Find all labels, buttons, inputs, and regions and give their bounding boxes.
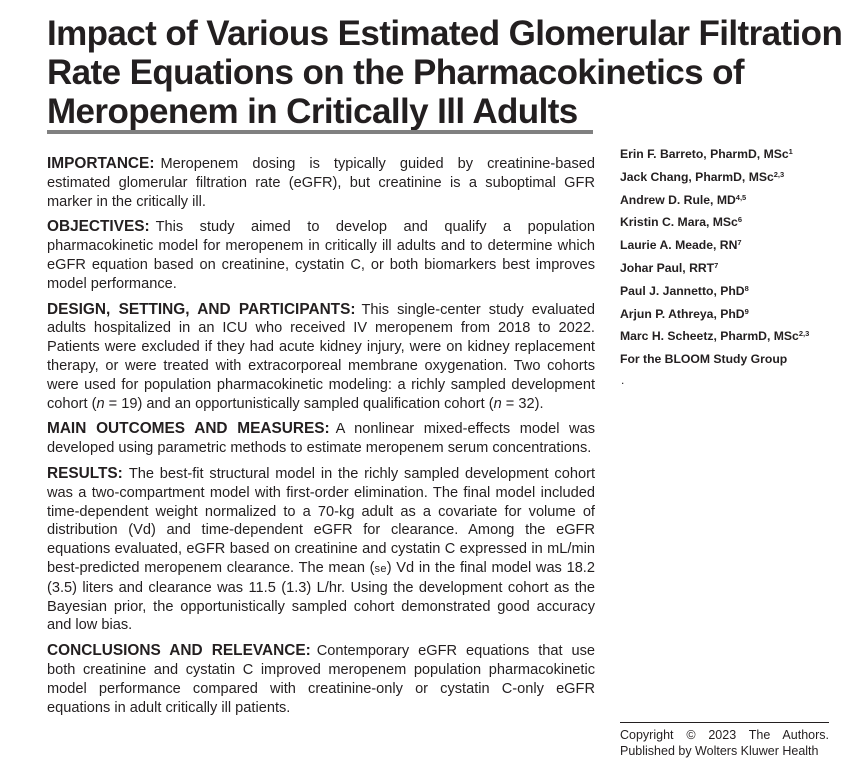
results-text-a: The best-fit structural model in the richly sampled development cohort was a two-compartment model with first-order elimination. The final model included time-dependent weight normalized to a 70-kg adult as a covariate for volume of distribution (Vd) and time-dependent eGFR for clearance. Among the eGFR equations evaluated, eGFR based on creatinine and cystatin C expressed in mL/min best-predicted meropenem clearance. The mean ( [47, 465, 595, 576]
author-item [620, 257, 860, 280]
author-item [620, 234, 860, 257]
importance-text: Meropenem dosing is typically guided by creatinine-based estimated glomerular filtration rate (eGFR), but creatinine is a suboptimal GFR marker in the critically ill. [47, 156, 595, 210]
design-text-b: = 19) and an opportunistically sampled qualification cohort ( [104, 395, 494, 412]
outcomes-heading: MAIN OUTCOMES AND MEASURES: [47, 420, 330, 438]
copyright-divider [620, 722, 829, 723]
copyright-notice: Copyright © 2023 The Authors. [620, 728, 829, 742]
author-name: Laurie A. Meade, RN [620, 238, 738, 253]
outcomes-text: A nonlinear mixed-effects model was developed using parametric methods to estimate meropenem serum concentrations. [47, 421, 595, 457]
author-item [620, 325, 860, 348]
study-group [620, 348, 860, 371]
abstract-outcomes [47, 420, 595, 458]
design-text-c: = 32). [501, 395, 544, 412]
author-affiliation: 8 [744, 283, 749, 293]
author-name: Paul J. Jannetto, PhD [620, 283, 745, 298]
author-name: Andrew D. Rule, MD [620, 192, 736, 207]
article-title: Impact of Various Estimated Glomerular Filtration Rate Equations on the Pharmacokinetics of Meropenem in Critically Ill Adults [47, 14, 843, 131]
author-affiliation: 1 [788, 147, 793, 156]
abstract-importance [47, 155, 595, 211]
design-text-a: This single-center study evaluated adults hospitalized in an ICU who received IV meropenem from 2018 to 2022. Patients were excluded if they had acute kidney injury, were on kidney replacement therapy, or were treated with extracorporeal membrane oxygenation. Two cohorts were used for population pharmacokinetic modeling: a richly sampled development cohort ( [47, 301, 595, 412]
author-name: Erin F. Barreto, PharmD, MSc [620, 147, 789, 161]
objectives-text: This study aimed to develop and qualify a population pharmacokinetic model for meropenem in critically ill adults and to determine which eGFR equation based on creatinine, cystatin C, or both biomarkers best improves model performance. [47, 219, 595, 292]
abstract-objectives [47, 218, 595, 293]
results-heading: RESULTS: [47, 464, 123, 482]
objectives-heading: OBJECTIVES: [47, 218, 150, 236]
conclusions-heading: CONCLUSIONS AND RELEVANCE: [47, 642, 311, 660]
author-name: Kristin C. Mara, MSc [620, 215, 738, 230]
conclusions-text: Contemporary eGFR equations that use both creatinine and cystatin C improved meropenem population pharmacokinetic model performance compared with creatinine-only or cystatin C-only eGFR equations in adult critically ill patients. [47, 643, 595, 716]
author-item [620, 166, 860, 189]
author-name: Jack Chang, PharmD, MSc [620, 169, 774, 184]
abstract-results [47, 465, 595, 635]
publisher-notice: Published by Wolters Kluwer Health [620, 744, 819, 758]
author-name: Arjun P. Athreya, PhD [620, 306, 745, 321]
results-se: se [374, 562, 387, 575]
author-item [620, 189, 860, 212]
author-affiliation: 2,3 [798, 329, 810, 339]
abstract [47, 155, 595, 724]
design-n-symbol: n [96, 395, 105, 412]
author-affiliation: 6 [737, 215, 743, 225]
author-name: Johar Paul, RRT [620, 260, 715, 275]
title-divider [47, 130, 593, 134]
author-affiliation: 7 [737, 238, 742, 248]
abstract-conclusions [47, 642, 595, 717]
author-item [620, 211, 860, 234]
separator-dot: . [621, 373, 625, 387]
abstract-design [47, 301, 595, 414]
author-item [620, 280, 860, 303]
importance-heading: IMPORTANCE: [47, 155, 155, 172]
author-list [620, 143, 860, 371]
author-item [620, 303, 860, 326]
author-name: Marc H. Scheetz, PharmD, MSc [620, 329, 799, 344]
author-affiliation: 7 [714, 260, 719, 270]
author-affiliation: 2,3 [773, 169, 785, 179]
study-group-name: For the BLOOM Study Group [620, 352, 788, 367]
design-heading: DESIGN, SETTING, AND PARTICIPANTS: [47, 300, 356, 318]
author-item [620, 143, 860, 166]
author-affiliation: 9 [744, 306, 749, 316]
results-text-b: ) Vd in the final model was 18.2 (3.5) liters and clearance was 11.5 (1.3) L/hr. Using the development cohort as the Bayesian prior, the opportunistically sampled cohort demonstrated good accuracy and low bias. [47, 559, 595, 634]
author-affiliation: 4,5 [735, 192, 747, 202]
design-n-symbol-2: n [493, 395, 502, 412]
